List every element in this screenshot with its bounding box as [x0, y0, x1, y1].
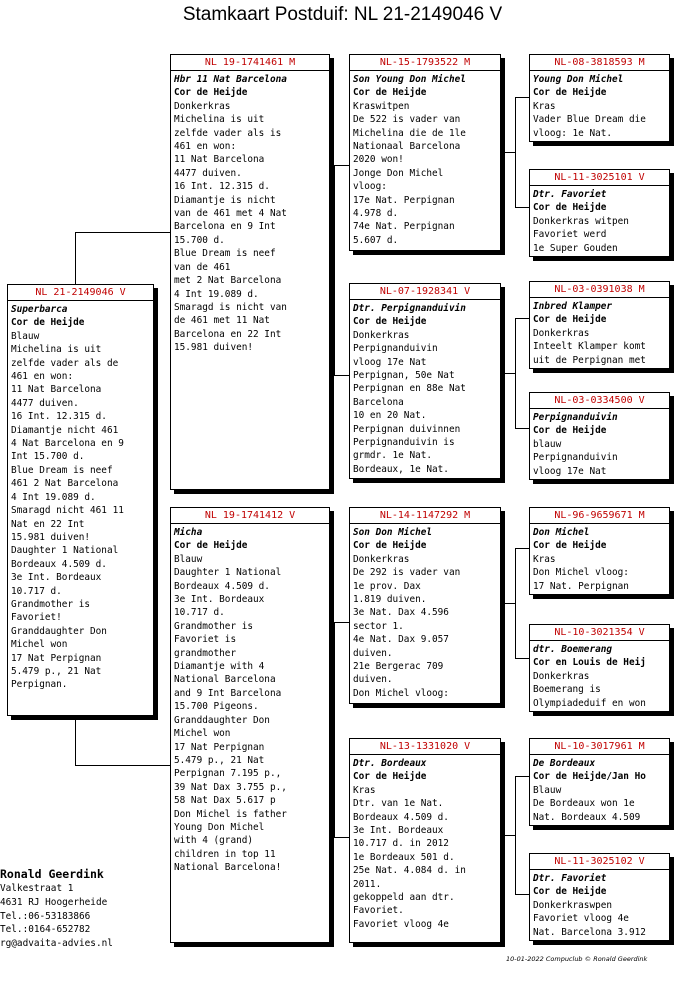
pigeon-note-line: grmdr. 1e Nat. — [353, 450, 433, 462]
breeder-name: Ronald Geerdink — [0, 867, 104, 881]
pigeon-note-line: Favoriet. — [353, 905, 404, 917]
pigeon-color: Kras — [533, 553, 556, 565]
pigeon-owner: Cor de Heijde — [533, 87, 607, 99]
connector-line — [515, 97, 529, 98]
pigeon-owner: Cor de Heijde — [353, 540, 427, 552]
pigeon-note-line: Diamantje with 4 — [174, 661, 265, 673]
pigeon-name: Don Michel — [533, 527, 590, 538]
pigeon-note-line: Young Don Michel — [174, 821, 265, 833]
ring-number: NL-11-3025101 V — [530, 172, 669, 186]
pigeon-note-line: de 461 met 11 Nat — [174, 315, 270, 327]
pigeon-color: blauw — [533, 438, 562, 450]
pigeon-color: Donkerkraswpen — [533, 899, 613, 911]
pigeon-note-line: Grandmother is — [11, 598, 91, 610]
pigeon-name: Dtr. Bordeaux — [353, 758, 427, 769]
pigeon-card-maternal-grandmother — [349, 738, 501, 943]
pigeon-note-line: 3e Int. Bordeaux — [353, 825, 444, 837]
pigeon-note-line: Barcelona en 22 Int — [174, 328, 282, 340]
pigeon-name: Son Don Michel — [353, 527, 433, 538]
pigeon-note-line: Inteelt Klamper komt — [533, 341, 646, 353]
pigeon-note-line: met 2 Nat Barcelona — [174, 275, 282, 287]
pigeon-note-line: Favoriet vloog 4e — [533, 913, 629, 925]
pigeon-note-line: Blue Dream is neef — [174, 248, 276, 260]
pigeon-note-line: van de 461 met 4 Nat — [174, 208, 287, 220]
pigeon-note-line: Perpignan duivinnen — [353, 423, 461, 435]
pigeon-card-ggm-1 — [529, 169, 670, 257]
ring-number: NL-08-3818593 M — [530, 57, 669, 71]
pigeon-note-line: Perpignan en 88e Nat — [353, 383, 466, 395]
pigeon-color: Donkerkras — [533, 327, 590, 339]
pigeon-owner: Cor en Louis de Heij — [533, 657, 646, 669]
pigeon-note-line: vloog 17e Nat — [353, 356, 427, 368]
pigeon-owner: Cor de Heijde — [174, 87, 248, 99]
breeder-line: Tel.:0164-652782 — [0, 924, 91, 936]
pigeon-note-line: 3e Int. Bordeaux — [174, 594, 265, 606]
pigeon-note-line: Diamantje is nicht — [174, 194, 276, 206]
pigeon-note-line: 10.717 d. — [174, 607, 225, 619]
pigeon-card-paternal-grandmother — [349, 283, 501, 479]
pigeon-note-line: Vader Blue Dream die — [533, 114, 646, 126]
pigeon-card-maternal-grandfather — [349, 507, 501, 704]
pigeon-owner: Cor de Heijde — [353, 87, 427, 99]
pigeon-note-line: De 522 is vader van — [353, 114, 461, 126]
pigeon-note-line: 74e Nat. Perpignan — [353, 221, 455, 233]
pigeon-note-line: 1e Bordeaux 501 d. — [353, 851, 455, 863]
pigeon-note-line: 58 Nat Dax 5.617 p — [174, 795, 276, 807]
pigeon-note-line: Barcelona en 9 Int — [174, 221, 276, 233]
pigeon-note-line: 17 Nat Perpignan — [174, 741, 265, 753]
ring-number: NL-96-9659671 M — [530, 510, 669, 524]
pigeon-note-line: children in top 11 — [174, 848, 276, 860]
ring-number: NL-10-3017961 M — [530, 741, 669, 755]
ring-number: NL 19-1741412 V — [171, 510, 329, 524]
pigeon-name: Dtr. Perpignanduivin — [353, 303, 466, 314]
connector-line — [501, 152, 516, 153]
pigeon-note-line: 1e Super Gouden — [533, 242, 618, 254]
pigeon-note-line: 11 Nat Barcelona — [174, 154, 265, 166]
pigeon-note-line: 5.479 p., 21 Nat — [11, 665, 102, 677]
pigeon-color: Donkerkras — [353, 553, 410, 565]
pigeon-note-line: National Barcelona! — [174, 862, 282, 874]
pigeon-note-line: zelfde vader als de — [11, 357, 119, 369]
pigeon-note-line: 15.981 duiven! — [174, 342, 254, 354]
connector-line — [75, 232, 171, 233]
pigeon-card-paternal-grandfather — [349, 54, 501, 251]
pigeon-note-line: Barcelona — [353, 396, 404, 408]
pigeon-owner: Cor de Heijde — [533, 886, 607, 898]
pigeon-note-line: vloog: 1e Nat. — [533, 127, 613, 139]
pigeon-color: Blauw — [533, 784, 562, 796]
connector-line — [334, 837, 349, 838]
pigeon-note-line: 4.978 d. — [353, 208, 399, 220]
pigeon-note-line: 25e Nat. 4.084 d. in — [353, 865, 466, 877]
pigeon-owner: Cor de Heijde — [174, 540, 248, 552]
pigeon-note-line: 21e Bergerac 709 — [353, 661, 444, 673]
pigeon-note-line: Grandmother is — [174, 620, 254, 632]
pigeon-note-line: Favoriet vloog 4e — [353, 918, 449, 930]
pigeon-note-line: Perpignanduivin — [353, 343, 438, 355]
pigeon-note-line: with 4 (grand) — [174, 835, 254, 847]
pigeon-note-line: duiven. — [353, 647, 393, 659]
pigeon-note-line: 2020 won! — [353, 154, 404, 166]
connector-line — [334, 165, 349, 166]
breeder-line: Valkestraat 1 — [0, 883, 74, 894]
connector-line — [515, 776, 529, 777]
ring-number: NL 19-1741461 M — [171, 57, 329, 71]
pigeon-note-line: 461 en won: — [11, 371, 74, 383]
pigeon-color: Blauw — [174, 553, 203, 565]
breeder-info — [0, 866, 113, 951]
pigeon-note-line: Blue Dream is neef — [11, 464, 113, 476]
pigeon-note-line: 2011. — [353, 878, 382, 890]
pigeon-note-line: Smaragd nicht 461 11 — [11, 505, 124, 517]
pigeon-owner: Cor de Heijde — [533, 202, 607, 214]
ring-number: NL 21-2149046 V — [8, 287, 153, 301]
connector-line — [334, 375, 349, 376]
pigeon-note-line: Perpignanduivin is — [353, 437, 455, 449]
connector-line — [330, 729, 335, 730]
pigeon-owner: Cor de Heijde/Jan Ho — [533, 771, 646, 783]
pigeon-card-mother — [170, 507, 330, 943]
connector-line — [515, 548, 529, 549]
connector-line — [501, 373, 516, 374]
pigeon-name: Young Don Michel — [533, 74, 624, 85]
ring-number: NL-13-1331020 V — [350, 741, 500, 755]
pigeon-card-ggf-4 — [529, 738, 670, 826]
pigeon-note-line: gekoppeld aan dtr. — [353, 892, 455, 904]
pigeon-note-line: 5.607 d. — [353, 234, 399, 246]
pigeon-color: Donkerkras — [353, 329, 410, 341]
pigeon-note-line: 1.819 duiven. — [353, 594, 427, 606]
pigeon-note-line: Daughter 1 National — [11, 545, 119, 557]
connector-line — [515, 318, 529, 319]
pigeon-note-line: vloog 17e Nat — [533, 465, 607, 477]
pigeon-note-line: Favoriet werd — [533, 229, 607, 241]
pigeon-note-line: Daughter 1 National — [174, 567, 282, 579]
connector-line — [75, 715, 76, 765]
pigeon-name: Dtr. Favoriet — [533, 189, 607, 200]
pigeon-note-line: Michelina die de 1le — [353, 127, 466, 139]
pigeon-note-line: 15.700 Pigeons. — [174, 701, 259, 713]
pigeon-note-line: Olympiadeduif en won — [533, 697, 646, 709]
connector-line — [501, 603, 516, 604]
pigeon-note-line: Don Michel vloog: — [353, 687, 449, 699]
pigeon-note-line: Michel won — [11, 639, 68, 651]
pigeon-note-line: Smaragd is nicht van — [174, 301, 287, 313]
pigeon-card-father — [170, 54, 330, 490]
pigeon-note-line: 3e Int. Bordeaux — [11, 572, 102, 584]
connector-line — [334, 622, 349, 623]
pigeon-note-line: van de 461 — [174, 261, 231, 273]
pigeon-owner: Cor de Heijde — [533, 425, 607, 437]
connector-line — [75, 232, 76, 286]
pigeon-note-line: 10.717 d. in 2012 — [353, 838, 449, 850]
pigeon-note-line: 461 en won: — [174, 141, 237, 153]
ring-number: NL-07-1928341 V — [350, 286, 500, 300]
pigeon-note-line: 10.717 d. — [11, 585, 62, 597]
connector-line — [515, 658, 529, 659]
ring-number: NL-11-3025102 V — [530, 856, 669, 870]
ring-number: NL-03-0334500 V — [530, 395, 669, 409]
pigeon-note-line: zelfde vader als is — [174, 127, 282, 139]
pigeon-note-line: 5.479 p., 21 Nat — [174, 754, 265, 766]
connector-line — [75, 765, 171, 766]
pigeon-color: Kraswitpen — [353, 100, 410, 112]
pigeon-note-line: 4 Nat Barcelona en 9 — [11, 438, 124, 450]
pigeon-name: Inbred Klamper — [533, 301, 613, 312]
pigeon-card-ggm-2 — [529, 392, 670, 480]
pigeon-owner: Cor de Heijde — [353, 771, 427, 783]
pigeon-note-line: 16 Int. 12.315 d. — [11, 411, 107, 423]
pigeon-owner: Cor de Heijde — [533, 314, 607, 326]
pigeon-note-line: 17 Nat Perpignan — [11, 652, 102, 664]
pigeon-note-line: Nat en 22 Int — [11, 518, 85, 530]
pigeon-name: Superbarca — [11, 304, 68, 315]
pigeon-note-line: 461 2 Nat Barcelona — [11, 478, 119, 490]
ring-number: NL-10-3021354 V — [530, 627, 669, 641]
pigeon-note-line: Perpignanduivin — [533, 452, 618, 464]
pigeon-color: Donkerkras witpen — [533, 215, 629, 227]
pigeon-note-line: 4477 duiven. — [174, 167, 242, 179]
pigeon-name: Micha — [174, 527, 203, 538]
pigeon-name: Dtr. Favoriet — [533, 873, 607, 884]
pigeon-note-line: and 9 Int Barcelona — [174, 687, 282, 699]
breeder-line: Tel.:06-53183866 — [0, 910, 91, 922]
pigeon-note-line: Michelina is uit — [174, 114, 265, 126]
connector-line — [330, 270, 335, 271]
pigeon-note-line: Don Michel is father — [174, 808, 287, 820]
connector-line — [515, 428, 529, 429]
pigeon-note-line: 11 Nat Barcelona — [11, 384, 102, 396]
pigeon-note-line: De 292 is vader van — [353, 567, 461, 579]
page-title: Stamkaart Postduif: NL 21-2149046 V — [182, 4, 503, 25]
pigeon-note-line: 39 Nat Dax 3.755 p., — [174, 781, 287, 793]
pigeon-note-line: Michel won — [174, 728, 231, 740]
pigeon-color: Blauw — [11, 330, 40, 342]
pigeon-note-line: Nationaal Barcelona — [353, 141, 461, 153]
pigeon-card-ggm-3 — [529, 624, 670, 712]
pigeon-note-line: Favoriet is — [174, 634, 237, 646]
pigeon-note-line: 10 en 20 Nat. — [353, 410, 427, 422]
pigeon-note-line: 1e prov. Dax — [353, 580, 421, 592]
pigeon-card-ggf-1 — [529, 54, 670, 142]
pigeon-owner: Cor de Heijde — [533, 540, 607, 552]
pigeon-note-line: De Bordeaux won 1e — [533, 798, 635, 810]
pigeon-note-line: Boemerang is — [533, 684, 601, 696]
connector-line — [501, 835, 516, 836]
pigeon-note-line: duiven. — [353, 674, 393, 686]
pigeon-owner: Cor de Heijde — [353, 316, 427, 328]
pigeon-color: Kras — [533, 100, 556, 112]
pigeon-note-line: grandmother — [174, 647, 237, 659]
pigeon-card-subject — [7, 284, 154, 716]
pigeon-note-line: Don Michel vloog: — [533, 567, 629, 579]
pigeon-note-line: Jonge Don Michel — [353, 167, 444, 179]
pigeon-note-line: 15.700 d. — [174, 234, 225, 246]
pigeon-name: Perpignanduivin — [533, 412, 618, 423]
pigeon-color: Donkerkras — [174, 100, 231, 112]
pigeon-name: De Bordeaux — [533, 758, 596, 769]
pigeon-note-line: 4 Int 19.089 d. — [11, 491, 96, 503]
pigeon-note-line: Granddaughter Don — [11, 625, 107, 637]
pigeon-note-line: 4 Int 19.089 d. — [174, 288, 259, 300]
connector-line — [515, 207, 529, 208]
pigeon-note-line: 16 Int. 12.315 d. — [174, 181, 270, 193]
pigeon-note-line: Bordeaux 4.509 d. — [353, 811, 449, 823]
ring-number: NL-03-0391038 M — [530, 284, 669, 298]
pigeon-note-line: Diamantje nicht 461 — [11, 424, 119, 436]
pigeon-note-line: 17 Nat. Perpignan — [533, 580, 629, 592]
pigeon-name: Son Young Don Michel — [353, 74, 466, 85]
pigeon-note-line: Perpignan, 50e Nat — [353, 370, 455, 382]
pigeon-card-ggf-3 — [529, 507, 670, 595]
connector-line — [515, 894, 529, 895]
pigeon-note-line: Bordeaux, 1e Nat. — [353, 463, 449, 475]
footer-copyright: 10-01-2022 Compuclub © Ronald Geerdink — [506, 955, 648, 963]
pigeon-color: Kras — [353, 784, 376, 796]
ring-number: NL-15-1793522 M — [350, 57, 500, 71]
pigeon-note-line: 3e Nat. Dax 4.596 — [353, 607, 449, 619]
pigeon-note-line: 15.981 duiven! — [11, 531, 91, 543]
pigeon-card-ggf-2 — [529, 281, 670, 369]
pigeon-note-line: Bordeaux 4.509 d. — [174, 580, 270, 592]
pigeon-note-line: Perpignan. — [11, 679, 68, 691]
pigeon-note-line: Dtr. van 1e Nat. — [353, 798, 444, 810]
pigeon-note-line: 4e Nat. Dax 9.057 — [353, 634, 449, 646]
pigeon-note-line: uit de Perpignan met — [533, 354, 646, 366]
pigeon-owner: Cor de Heijde — [11, 317, 85, 329]
breeder-email[interactable]: rg@advaita-advies.nl — [0, 938, 113, 950]
pigeon-note-line: Perpignan 7.195 p., — [174, 768, 282, 780]
pigeon-note-line: Favoriet! — [11, 612, 62, 624]
pigeon-note-line: 17e Nat. Perpignan — [353, 194, 455, 206]
pigeon-note-line: sector 1. — [353, 620, 404, 632]
pigeon-note-line: 4477 duiven. — [11, 397, 79, 409]
pigeon-color: Donkerkras — [533, 670, 590, 682]
pigeon-note-line: vloog: — [353, 181, 387, 193]
pigeon-note-line: Int 15.700 d. — [11, 451, 85, 463]
pigeon-note-line: Bordeaux 4.509 d. — [11, 558, 107, 570]
pigeon-name: Hbr 11 Nat Barcelona — [174, 74, 287, 85]
pigeon-note-line: Granddaughter Don — [174, 714, 270, 726]
pigeon-note-line: Nat. Bordeaux 4.509 — [533, 811, 641, 823]
pigeon-note-line: National Barcelona — [174, 674, 276, 686]
pigeon-note-line: Nat. Barcelona 3.912 — [533, 926, 646, 938]
pigeon-card-ggm-4 — [529, 853, 670, 941]
ring-number: NL-14-1147292 M — [350, 510, 500, 524]
breeder-line: 4631 RJ Hoogerheide — [0, 896, 108, 908]
pigeon-name: dtr. Boemerang — [533, 644, 613, 655]
pigeon-note-line: Michelina is uit — [11, 344, 102, 356]
